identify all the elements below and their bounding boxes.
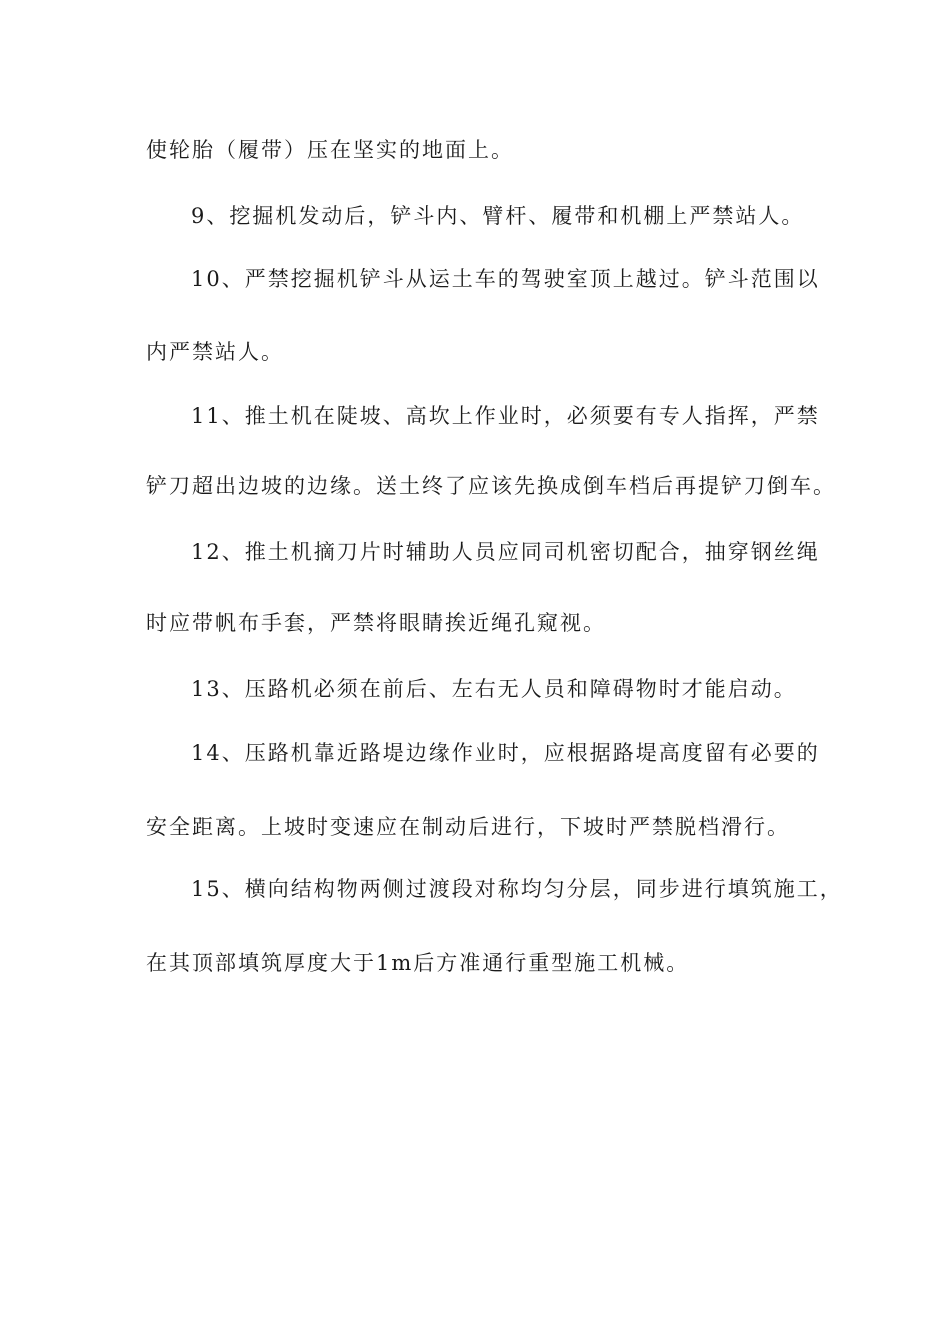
text-line: 10、严禁挖掘机铲斗从运土车的驾驶室顶上越过。铲斗范围以 xyxy=(191,267,820,291)
text-line: 安全距离。上坡时变速应在制动后进行，下坡时严禁脱档滑行。 xyxy=(146,815,790,839)
text-line: 15、横向结构物两侧过渡段对称均匀分层，同步进行填筑施工， xyxy=(191,877,843,901)
text-line: 12、推土机摘刀片时辅助人员应同司机密切配合，抽穿钢丝绳 xyxy=(191,540,820,564)
text-line: 在其顶部填筑厚度大于1m后方准通行重型施工机械。 xyxy=(146,951,690,975)
text-line: 9、挖掘机发动后，铲斗内、臂杆、履带和机棚上严禁站人。 xyxy=(191,204,805,228)
text-line: 13、压路机必须在前后、左右无人员和障碍物时才能启动。 xyxy=(191,677,797,701)
text-line: 铲刀超出边坡的边缘。送土终了应该先换成倒车档后再提铲刀倒车。 xyxy=(146,474,836,498)
text-line: 14、压路机靠近路堤边缘作业时，应根据路堤高度留有必要的 xyxy=(191,741,820,765)
text-line: 使轮胎（履带）压在坚实的地面上。 xyxy=(146,138,514,162)
text-line: 内严禁站人。 xyxy=(146,340,284,364)
text-line: 时应带帆布手套，严禁将眼睛挨近绳孔窥视。 xyxy=(146,611,606,635)
text-line: 11、推土机在陡坡、高坎上作业时，必须要有专人指挥，严禁 xyxy=(191,404,820,428)
